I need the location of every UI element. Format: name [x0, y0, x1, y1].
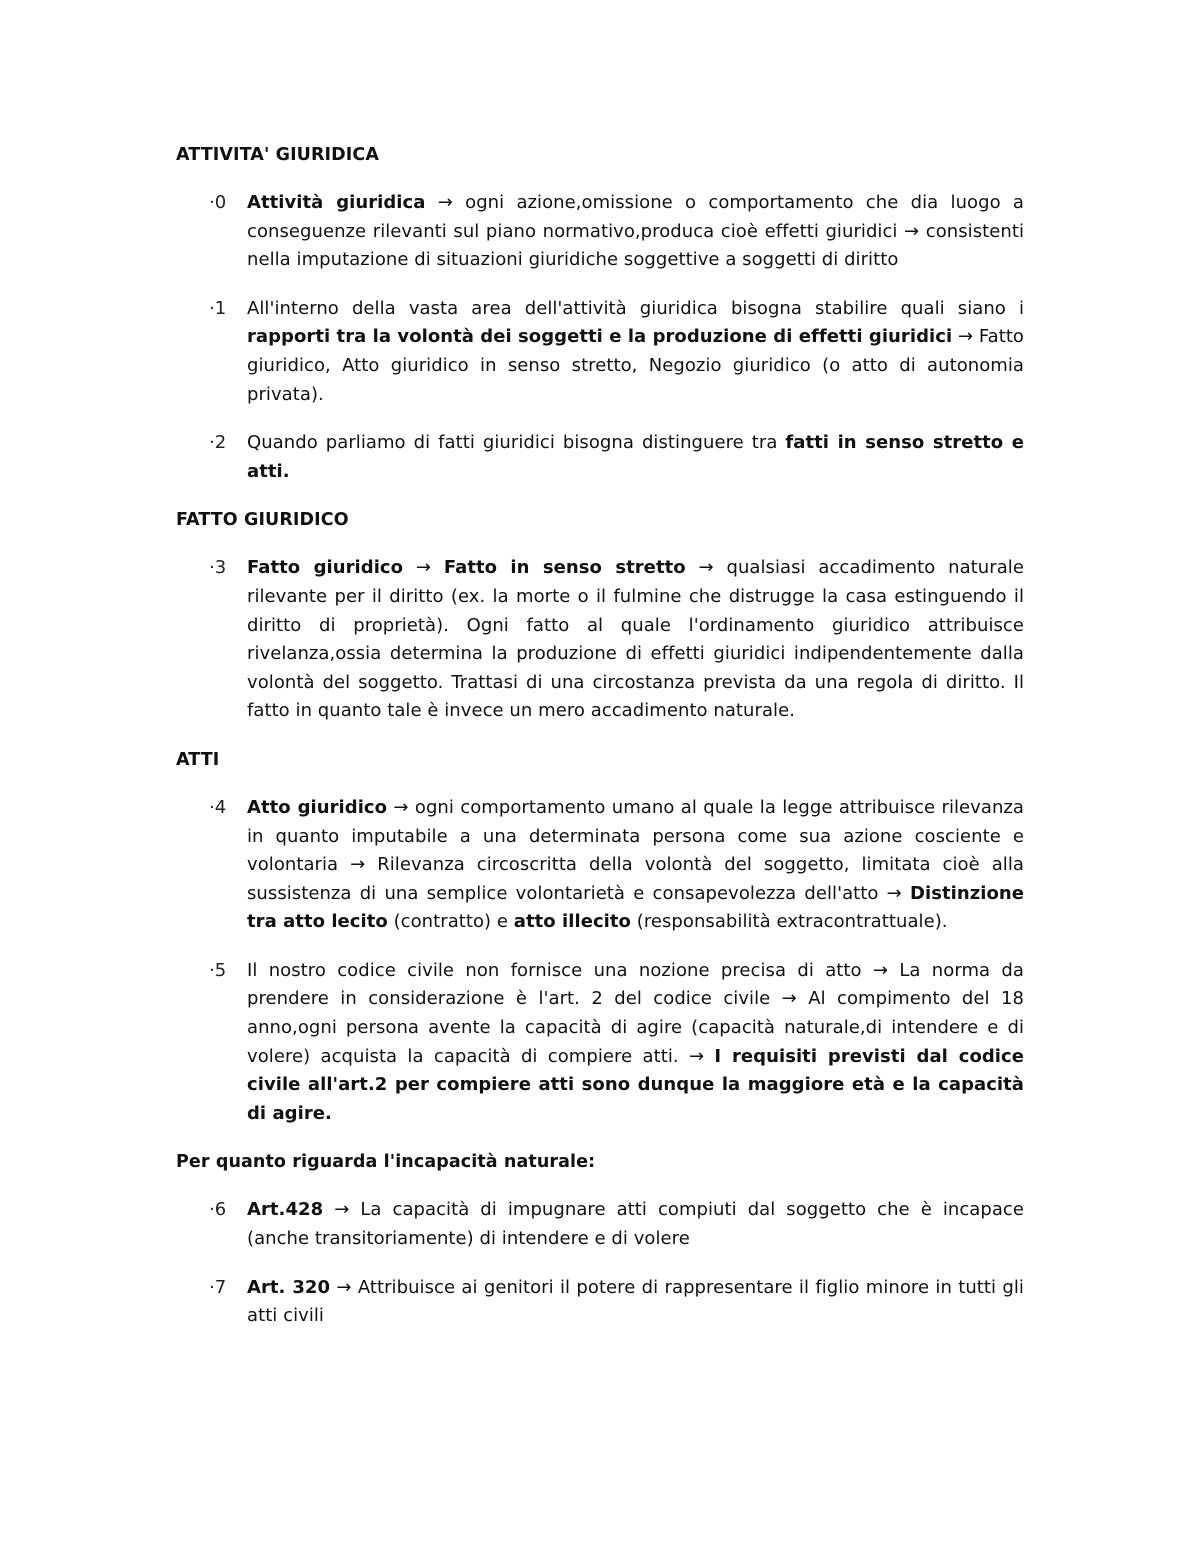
- list-number: ·1: [209, 297, 227, 319]
- bold-term: Distinzione tra atto lecito: [247, 882, 1024, 933]
- list-number: ·4: [209, 796, 227, 818]
- list-number: ·7: [209, 1276, 227, 1298]
- text-run: (contratto) e: [387, 911, 514, 933]
- text-run: → qualsiasi accadimento naturale rilevante per il diritto (ex. la morte o il fulmine che distrugge la casa estinguendo il diritto di proprietà). Ogni fatto al quale l'ordinamento giuridico attribuisce rivelanza,ossia determina la produzione di effetti giuridici indipendentemente dalla volontà del soggetto. Trattasi di una circostanza prevista da una regola di diritto. Il fatto in quanto tale è invece un mero accadimento naturale.: [247, 557, 1024, 722]
- document-page: [176, 141, 1024, 1351]
- text-run: → La capacità di impugnare atti compiuti dal soggetto che è incapace (anche transitoriamente) di intendere e di volere: [247, 1199, 1024, 1250]
- list-text: [247, 189, 1024, 275]
- bold-term: Attività giuridica: [247, 192, 426, 213]
- list-item: [176, 1274, 1024, 1331]
- text-run: → Fatto giuridico, Atto giuridico in senso stretto, Negozio giuridico (o atto di autonomia privata).: [247, 326, 1024, 405]
- text-run: → ogni azione,omissione o comportamento che dia luogo a conseguenze rilevanti sul piano normativo,produca cioè effetti giuridici → consistenti nella imputazione di situazioni giuridiche soggettive a soggetti di diritto: [247, 192, 1024, 271]
- section-heading-attivita: ATTIVITA' GIURIDICA: [176, 145, 379, 165]
- section-heading-incapacita: Per quanto riguarda l'incapacità naturale:: [176, 1152, 596, 1173]
- bold-term: Art.428: [247, 1199, 324, 1221]
- bold-term: Fatto in senso stretto: [443, 557, 686, 579]
- text-run: → ogni comportamento umano al quale la legge attribuisce rilevanza in quanto imputabile a una determinata persona come sua azione cosciente e volontaria → Rilevanza circoscritta della volontà del soggetto, limitata cioè alla sussistenza di una semplice volontarietà e consapevolezza dell'atto →: [247, 796, 1024, 904]
- list-text: [247, 295, 1024, 409]
- list-item: [176, 554, 1024, 726]
- text-run: (responsabilità extracontrattuale).: [630, 911, 948, 933]
- list-text: [247, 429, 1024, 486]
- text-run: → Attribuisce ai genitori il potere di rappresentare il figlio minore in tutti gli atti civili: [247, 1276, 1024, 1327]
- list-item: [176, 429, 1024, 486]
- bold-term: atto illecito: [513, 911, 631, 933]
- list-item: [176, 1196, 1024, 1253]
- section-heading-atti: ATTI: [176, 749, 220, 770]
- list-number: ·0: [209, 192, 227, 213]
- text-run: Il nostro codice civile non fornisce una nozione precisa di atto → La norma da prendere in considerazione è l'art. 2 del codice civile → Al compimento del 18 anno,ogni persona avente la capacità di agire (capacità naturale,di intendere e di volere) acquista la capacità di compiere atti. →: [247, 959, 1024, 1067]
- text-run: Quando parliamo di fatti giuridici bisogna distinguere tra: [247, 432, 786, 454]
- section-heading-fatto-giuridico: FATTO GIURIDICO: [176, 510, 349, 531]
- list-item: [176, 794, 1024, 937]
- bold-term: fatti in senso stretto e atti.: [247, 432, 1024, 482]
- list-text: [247, 554, 1024, 726]
- text-run: All'interno della vasta area dell'attività giuridica bisogna stabilire quali siano i: [247, 297, 1024, 319]
- bold-term: rapporti tra la volontà dei soggetti e la produzione di effetti giuridici: [247, 326, 953, 348]
- list-item: [176, 295, 1024, 409]
- bold-term: Atto giuridico: [247, 796, 388, 818]
- list-text: [247, 1196, 1024, 1253]
- list-number: ·6: [209, 1199, 227, 1221]
- bold-term: I requisiti previsti dal codice civile all'art.2 per compiere atti sono dunque la maggiore età e la capacità di agire.: [247, 1045, 1024, 1124]
- list-number: ·5: [209, 959, 227, 981]
- text-run: →: [403, 557, 444, 579]
- bold-term: Art. 320: [247, 1276, 331, 1298]
- list-text: [247, 794, 1024, 937]
- list-item: [176, 957, 1024, 1129]
- list-text: [247, 1274, 1024, 1331]
- bold-term: Fatto giuridico: [247, 557, 404, 579]
- list-number: ·3: [209, 557, 227, 579]
- list-item: [176, 189, 1024, 275]
- list-number: ·2: [209, 432, 227, 454]
- list-text: [247, 957, 1024, 1129]
